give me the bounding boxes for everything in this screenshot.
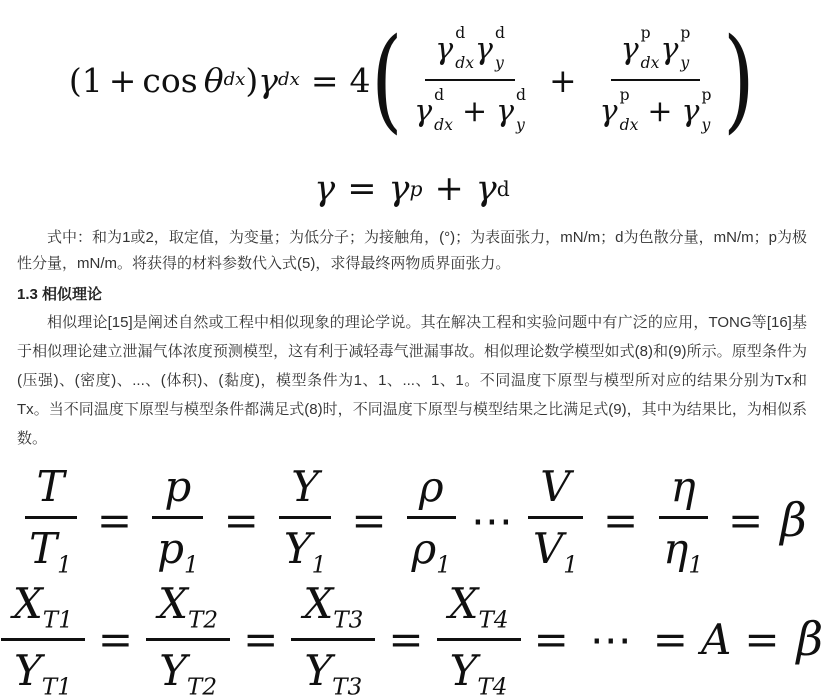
equals-sign: = bbox=[652, 614, 688, 664]
denominator: Y bbox=[13, 645, 42, 695]
denominator-subscript: 1 bbox=[57, 552, 72, 579]
gamma-with-scripts bbox=[621, 26, 660, 72]
denominator: p bbox=[157, 524, 184, 574]
ratio-fraction bbox=[272, 462, 338, 577]
denominator-subscript: 1 bbox=[688, 552, 704, 579]
polar-numerator bbox=[611, 24, 701, 81]
denominator: V bbox=[532, 524, 564, 574]
subscript-dx: dx bbox=[619, 116, 639, 135]
equals-sign: = bbox=[310, 60, 339, 100]
equation-similarity-ratio bbox=[0, 461, 824, 579]
theta-subscript: dx bbox=[223, 68, 246, 90]
beta-symbol: β bbox=[796, 612, 824, 666]
plus-sign: + bbox=[549, 60, 577, 100]
numerator: X bbox=[12, 579, 43, 629]
gamma-with-scripts bbox=[496, 88, 526, 134]
dispersive-numerator bbox=[425, 24, 515, 81]
equation-contact-angle bbox=[0, 4, 824, 156]
dispersive-fraction bbox=[404, 24, 536, 136]
numerator: T bbox=[25, 462, 77, 519]
denominator: Y bbox=[304, 645, 333, 695]
denominator: Y bbox=[283, 524, 312, 574]
gamma-symbol: γ bbox=[258, 60, 279, 100]
numerator: X bbox=[303, 579, 334, 629]
denominator: Y bbox=[159, 645, 187, 695]
equation-result-ratio bbox=[0, 579, 824, 700]
numerator: X bbox=[448, 579, 479, 629]
gamma-with-scripts bbox=[600, 88, 639, 134]
gamma-symbol: γ bbox=[496, 93, 515, 129]
equals-sign: = bbox=[351, 495, 387, 545]
superscript-p: p bbox=[680, 24, 691, 42]
gamma-symbol: γ bbox=[388, 169, 410, 209]
numerator: Y bbox=[279, 462, 331, 519]
superscript-p: p bbox=[701, 86, 712, 104]
subscript-dx: dx bbox=[640, 54, 660, 73]
equals-sign: = bbox=[533, 614, 569, 664]
gamma-symbol: γ bbox=[599, 93, 618, 129]
equals-sign: = bbox=[388, 614, 424, 664]
superscript-p: p bbox=[619, 86, 630, 104]
gamma-symbol: γ bbox=[681, 93, 700, 129]
big-right-paren: ) bbox=[723, 14, 756, 145]
ellipsis-dots: ⋯ bbox=[470, 495, 513, 545]
subscript-dx: dx bbox=[434, 116, 453, 135]
gamma-symbol: γ bbox=[414, 93, 433, 129]
result-fraction bbox=[146, 579, 230, 699]
gamma-with-scripts bbox=[414, 88, 453, 134]
gamma-with-scripts bbox=[475, 26, 505, 72]
polar-fraction bbox=[590, 24, 722, 136]
plus-sign: + bbox=[461, 93, 488, 129]
ratio-fraction bbox=[521, 462, 590, 577]
equals-sign: = bbox=[96, 495, 133, 545]
plus-sign: + bbox=[647, 93, 673, 129]
ratio-fraction bbox=[17, 462, 84, 577]
gamma-symbol: γ bbox=[475, 31, 493, 67]
denominator-subscript: 1 bbox=[436, 552, 451, 579]
equals-sign: = bbox=[728, 495, 764, 545]
numerator: η bbox=[659, 462, 708, 519]
denominator: ρ bbox=[411, 524, 437, 574]
denominator-subscript: 1 bbox=[563, 552, 578, 579]
superscript-d: d bbox=[434, 86, 445, 104]
equals-sign: = bbox=[223, 495, 259, 545]
denominator: η bbox=[663, 524, 689, 574]
denominator: T bbox=[29, 524, 58, 574]
beta-symbol: β bbox=[780, 493, 807, 547]
superscript-d: d bbox=[496, 176, 510, 201]
theta-symbol: θ bbox=[203, 60, 224, 100]
ratio-fraction bbox=[400, 462, 463, 577]
gamma-with-scripts bbox=[660, 26, 690, 72]
para-formula-notes: 式中：和为1或2，取定值，为变量；为低分子；为接触角，(°)；为表面张力，mN/m；d为色散分量，mN/m；p为极性分量，mN/m。将获得的材料参数代入式(5)，求得最终两物质界面张力。 bbox=[17, 229, 807, 272]
polar-denominator bbox=[590, 81, 722, 136]
equals-sign: = bbox=[97, 614, 134, 664]
numerator: ρ bbox=[407, 462, 456, 519]
gamma-symbol: γ bbox=[620, 31, 639, 67]
subscript-y: y bbox=[494, 54, 504, 73]
result-fraction bbox=[1, 579, 85, 699]
subscript-y: y bbox=[516, 116, 525, 135]
subscript-dx: dx bbox=[455, 54, 474, 73]
big-left-paren: ( bbox=[370, 14, 403, 145]
equation-surface-tension-sum bbox=[0, 166, 824, 212]
numerator-subscript: T3 bbox=[333, 607, 364, 634]
plus-sign: + bbox=[108, 60, 137, 100]
superscript-d: d bbox=[516, 86, 526, 104]
eq5-open-paren-one: (1 bbox=[68, 60, 103, 100]
eq5-cos: cos bbox=[142, 60, 198, 100]
denominator-subscript: T1 bbox=[41, 673, 72, 700]
denominator-subscript: T2 bbox=[186, 673, 218, 700]
numerator-subscript: T4 bbox=[478, 607, 509, 634]
A-symbol: A bbox=[700, 614, 732, 664]
equals-sign: = bbox=[243, 614, 279, 664]
numerator: X bbox=[158, 579, 189, 629]
gamma-with-scripts bbox=[435, 26, 474, 72]
denominator-subscript: 1 bbox=[311, 552, 327, 579]
gamma-symbol: γ bbox=[435, 31, 454, 67]
numerator: V bbox=[528, 462, 582, 519]
section-heading: 1.3 相似理论 bbox=[17, 286, 103, 303]
numerator: p bbox=[152, 462, 203, 519]
subscript-y: y bbox=[680, 54, 690, 73]
denominator-subscript: 1 bbox=[183, 552, 199, 579]
superscript-d: d bbox=[494, 24, 505, 42]
denominator-subscript: T4 bbox=[477, 673, 508, 700]
superscript-p: p bbox=[409, 176, 423, 201]
superscript-d: d bbox=[455, 24, 466, 42]
result-fraction bbox=[291, 579, 375, 699]
plus-sign: + bbox=[434, 169, 464, 209]
numerator-subscript: T2 bbox=[188, 607, 219, 634]
gamma-symbol: γ bbox=[475, 169, 497, 209]
superscript-p: p bbox=[640, 24, 651, 42]
equals-sign: = bbox=[347, 169, 377, 209]
denominator-subscript: T3 bbox=[332, 673, 363, 700]
para-similarity-theory: 相似理论[15]是阐述自然或工程中相似现象的理论学说。其在解决工程和实验问题中有广泛的应用，TONG等[16]基于相似理论建立泄漏气体浓度预测模型，这有利于减轻毒气泄漏事故。相似理论数学模型如式(8)和(9)所示。原型条件为(压强)、(密度)、...、(体积)、(黏度)，模型条件为1、1、...、1、1。不同温度下原型与模型所对应的结果分别为Tx和Tx。当不同温度下原型与模型条件都满足式(8)时，不同温度下原型与模型结果之比满足式(9)，其中为结果比，为相似系数。 bbox=[17, 314, 807, 447]
gamma-symbol: γ bbox=[660, 31, 679, 67]
gamma-subscript: dx bbox=[278, 68, 300, 90]
eq5-coefficient: 4 bbox=[349, 60, 371, 100]
ratio-fraction bbox=[651, 462, 715, 577]
subscript-y: y bbox=[701, 116, 711, 135]
ellipsis-dots: ⋯ bbox=[589, 614, 632, 664]
dispersive-denominator bbox=[404, 81, 536, 136]
numerator-subscript: T1 bbox=[42, 607, 73, 634]
ratio-fraction bbox=[145, 462, 211, 577]
equals-sign: = bbox=[602, 495, 639, 545]
eq5-close-paren: ) bbox=[245, 60, 259, 100]
gamma-symbol: γ bbox=[314, 169, 336, 209]
denominator: Y bbox=[449, 645, 478, 695]
result-fraction bbox=[437, 579, 521, 699]
equals-sign: = bbox=[744, 614, 780, 664]
gamma-with-scripts bbox=[682, 88, 712, 134]
